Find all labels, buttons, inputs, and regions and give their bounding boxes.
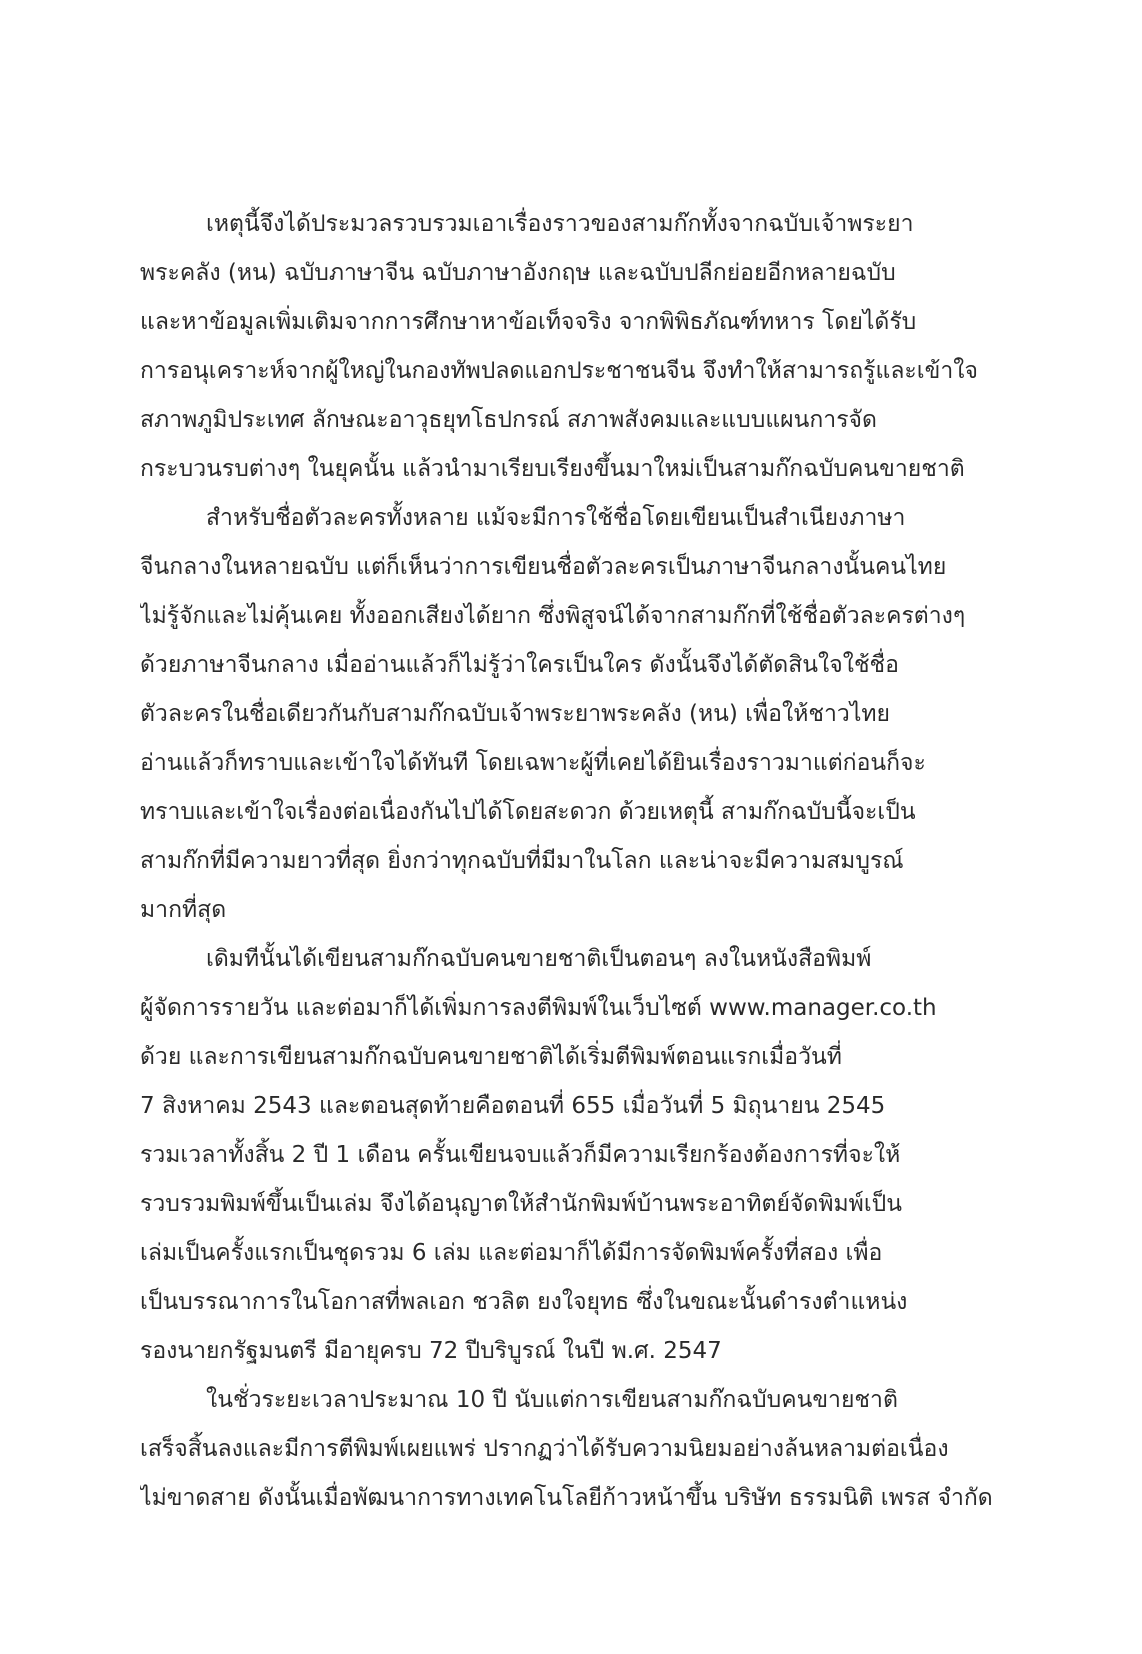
text-line: สำหรับชื่อตัวละครทั้งหลาย แม้จะมีการใช้ชื่อโดยเขียนเป็นสำเนียงภาษา xyxy=(206,505,906,531)
text-line: พระคลัง (หน) ฉบับภาษาจีน ฉบับภาษาอังกฤษ และฉบับปลีกย่อยอีกหลายฉบับ xyxy=(140,260,896,286)
text-line: ตัวละครในชื่อเดียวกันกับสามก๊กฉบับเจ้าพระยาพระคลัง (หน) เพื่อให้ชาวไทย xyxy=(140,701,891,727)
text-line: รองนายกรัฐมนตรี มีอายุครบ 72 ปีบริบูรณ์ ในปี พ.ศ. 2547 xyxy=(140,1338,722,1364)
body-text xyxy=(140,200,1002,1523)
paragraph-4 xyxy=(140,1376,1002,1523)
text-line: มากที่สุด xyxy=(140,897,227,923)
text-line: เสร็จสิ้นลงและมีการตีพิมพ์เผยแพร่ ปรากฏว่าได้รับความนิยมอย่างล้นหลามต่อเนื่อง xyxy=(140,1436,949,1462)
text-line: เหตุนี้จึงได้ประมวลรวบรวมเอาเรื่องราวของสามก๊กทั้งจากฉบับเจ้าพระยา xyxy=(206,211,914,237)
text-line: และหาข้อมูลเพิ่มเติมจากการศึกษาหาข้อเท็จจริง จากพิพิธภัณฑ์ทหาร โดยได้รับ xyxy=(140,309,917,335)
text-line: กระบวนรบต่างๆ ในยุคนั้น แล้วนำมาเรียบเรียงขึ้นมาใหม่เป็นสามก๊กฉบับคนขายชาติ xyxy=(140,456,965,482)
text-line: ทราบและเข้าใจเรื่องต่อเนื่องกันไปได้โดยสะดวก ด้วยเหตุนี้ สามก๊กฉบับนี้จะเป็น xyxy=(140,799,916,825)
text-line: เป็นบรรณาการในโอกาสที่พลเอก ชวลิต ยงใจยุทธ ซึ่งในขณะนั้นดำรงตำแหน่ง xyxy=(140,1289,908,1315)
text-line: เล่มเป็นครั้งแรกเป็นชุดรวม 6 เล่ม และต่อมาก็ได้มีการจัดพิมพ์ครั้งที่สอง เพื่อ xyxy=(140,1240,883,1266)
text-line: 7 สิงหาคม 2543 และตอนสุดท้ายคือตอนที่ 655 เมื่อวันที่ 5 มิถุนายน 2545 xyxy=(140,1093,886,1119)
text-line: ด้วยภาษาจีนกลาง เมื่ออ่านแล้วก็ไม่รู้ว่าใครเป็นใคร ดังนั้นจึงได้ตัดสินใจใช้ชื่อ xyxy=(140,652,899,678)
text-line: ผู้จัดการรายวัน และต่อมาก็ได้เพิ่มการลงตีพิมพ์ในเว็บไซต์ www.manager.co.th xyxy=(140,995,937,1021)
text-line: ในชั่วระยะเวลาประมาณ 10 ปี นับแต่การเขียนสามก๊กฉบับคนขายชาติ xyxy=(206,1387,898,1413)
text-line: เดิมทีนั้นได้เขียนสามก๊กฉบับคนขายชาติเป็นตอนๆ ลงในหนังสือพิมพ์ xyxy=(206,946,872,972)
text-line: ไม่ขาดสาย ดังนั้นเมื่อพัฒนาการทางเทคโนโลยีก้าวหน้าขึ้น บริษัท ธรรมนิติ เพรส จำกัด xyxy=(140,1485,993,1511)
paragraph-1 xyxy=(140,200,1002,494)
paragraph-2 xyxy=(140,494,1002,935)
text-line: สามก๊กที่มีความยาวที่สุด ยิ่งกว่าทุกฉบับที่มีมาในโลก และน่าจะมีความสมบูรณ์ xyxy=(140,848,904,874)
text-line: รวมเวลาทั้งสิ้น 2 ปี 1 เดือน ครั้นเขียนจบแล้วก็มีความเรียกร้องต้องการที่จะให้ xyxy=(140,1142,901,1168)
text-line: การอนุเคราะห์จากผู้ใหญ่ในกองทัพปลดแอกประชาชนจีน จึงทำให้สามารถรู้และเข้าใจ xyxy=(140,358,978,384)
text-line: อ่านแล้วก็ทราบและเข้าใจได้ทันที โดยเฉพาะผู้ที่เคยได้ยินเรื่องราวมาแต่ก่อนก็จะ xyxy=(140,750,926,776)
text-line: จีนกลางในหลายฉบับ แต่ก็เห็นว่าการเขียนชื่อตัวละครเป็นภาษาจีนกลางนั้นคนไทย xyxy=(140,554,947,580)
paragraph-3 xyxy=(140,935,1002,1376)
text-line: ด้วย และการเขียนสามก๊กฉบับคนขายชาติได้เริ่มตีพิมพ์ตอนแรกเมื่อวันที่ xyxy=(140,1044,842,1070)
text-line: รวบรวมพิมพ์ขึ้นเป็นเล่ม จึงได้อนุญาตให้สำนักพิมพ์บ้านพระอาทิตย์จัดพิมพ์เป็น xyxy=(140,1191,902,1217)
text-line: สภาพภูมิประเทศ ลักษณะอาวุธยุทโธปกรณ์ สภาพสังคมและแบบแผนการจัด xyxy=(140,407,877,433)
text-line: ไม่รู้จักและไม่คุ้นเคย ทั้งออกเสียงได้ยาก ซึ่งพิสูจน์ได้จากสามก๊กที่ใช้ชื่อตัวละครต่างๆ xyxy=(140,603,966,629)
